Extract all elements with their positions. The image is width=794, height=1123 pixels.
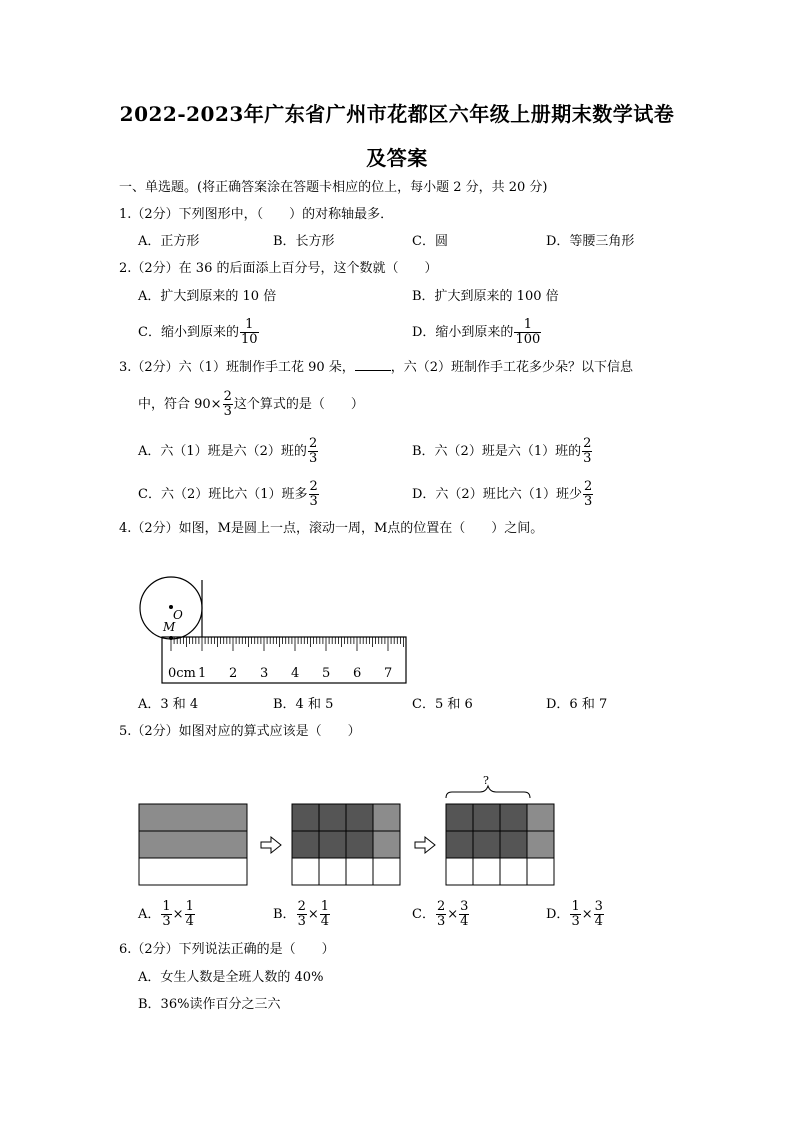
q4-option-d: D．6 和 7 [546, 697, 608, 712]
grid-cell [473, 804, 500, 831]
grid-cell [446, 804, 473, 831]
q3-stem: 3.（2分）六（1）班制作手工花 90 朵， ，六（2）班制作手工花多少朵？以下信息 [119, 360, 634, 375]
grid-cell [500, 804, 527, 831]
q1-stem: 1.（2分）下列图形中，（ ）的对称轴最多． [119, 207, 394, 222]
grid-cell [319, 804, 346, 831]
q4-option-a: A．3 和 4 [138, 697, 199, 712]
grid-cell [292, 858, 319, 885]
grid-cell [500, 858, 527, 885]
grid-cell [292, 804, 319, 831]
ruler-ticks [171, 637, 404, 651]
q2-option-d-text: D．缩小到原来的 [412, 325, 514, 340]
grid-cell [373, 831, 400, 858]
right-arrow-icon [261, 837, 281, 853]
q4-option-c: C．5 和 6 [412, 697, 473, 712]
right-arrow-icon [415, 837, 435, 853]
ruler-label: 3 [260, 666, 269, 681]
fraction: $\frac{2}{3}$ [308, 436, 318, 466]
fraction: $\frac{2}{3}$ [309, 479, 318, 509]
q3-option-b: B．六（2）班是六（1）班的 $\frac{2}{3}$ [412, 436, 592, 466]
grid-cell [446, 831, 473, 858]
q1-option-c: C．圆 [412, 234, 448, 249]
ruler-label: 7 [384, 666, 393, 681]
panel2-grid [292, 804, 400, 885]
grid-cell [446, 858, 473, 885]
fraction: $\frac{2}{3}$ [297, 899, 306, 929]
ruler-label: 5 [322, 666, 331, 681]
q3-stem-line2: 中，符合 90× $\frac{2}{3}$ 这个算式的是（ ） [138, 389, 364, 419]
grid-cell [527, 858, 554, 885]
ruler-label: 6 [353, 666, 362, 681]
grid-cell [527, 831, 554, 858]
q6-option-a: A．女生人数是全班人数的 40% [138, 970, 324, 985]
grid-cell [319, 858, 346, 885]
grid-cell [319, 831, 346, 858]
q2-option-d [412, 318, 542, 347]
grid-cell [373, 804, 400, 831]
panel3-grid [446, 804, 554, 885]
fraction: $\frac{1}{3}$ [571, 899, 580, 929]
q4-stem: 4.（2分）如图，M是圆上一点，滚动一周，M点的位置在（ ）之间。 [119, 521, 544, 536]
q3-option-d: D．六（2）班比六（1）班少 $\frac{2}{3}$ [412, 479, 593, 509]
answer-blank [355, 358, 391, 371]
grid-cell [473, 831, 500, 858]
q6-stem: 6.（2分）下列说法正确的是（ ） [119, 942, 335, 957]
circle-ruler-figure [130, 570, 420, 690]
section-heading: 一、单选题。(将正确答案涂在答题卡相应的位上，每小题 2 分，共 20 分) [119, 180, 548, 195]
fraction: $\frac{2}{3}$ [583, 479, 593, 509]
doc-title-line2: 及答案 [366, 146, 428, 170]
q2-option-c [138, 318, 260, 347]
ruler-label: 1 [198, 666, 207, 681]
q1-option-b: B．长方形 [273, 234, 335, 249]
grid-cell [500, 831, 527, 858]
ruler-label: 0cm [168, 666, 196, 681]
brace [446, 786, 530, 798]
fraction: $\frac{1}{4}$ [320, 899, 330, 929]
ruler-label: 2 [229, 666, 238, 681]
label-o: O [173, 608, 183, 622]
q5-option-d: D． $\frac{1}{3}$ × $\frac{3}{4}$ [546, 899, 603, 929]
grid-cell [373, 858, 400, 885]
q1-option-a: A．正方形 [138, 234, 200, 249]
q4-option-b: B．4 和 5 [273, 697, 334, 712]
fraction: $\frac{1}{3}$ [162, 899, 171, 929]
panel1-row1 [139, 804, 247, 831]
fraction: $\frac{1}{100}$ [515, 317, 541, 347]
grid-cell [346, 804, 373, 831]
q6-option-b: B．36%读作百分之三六 [138, 997, 281, 1012]
q1-option-d: D．等腰三角形 [546, 234, 635, 249]
q5-option-a: A． $\frac{1}{3}$ × $\frac{1}{4}$ [138, 899, 194, 929]
q5-stem: 5.（2分）如图对应的算式应该是（ ） [119, 724, 361, 739]
ruler-label: 4 [291, 666, 300, 681]
q2-option-c-text: C．缩小到原来的 [138, 325, 239, 340]
question-mark: ? [483, 774, 489, 787]
ruler-labels [168, 666, 392, 681]
grid-cell [473, 858, 500, 885]
fraction: $\frac{3}{4}$ [594, 899, 603, 929]
fraction: $\frac{2}{3}$ [583, 436, 592, 466]
panel1-row3 [139, 858, 247, 885]
grid-cell [346, 831, 373, 858]
grid-cell [346, 858, 373, 885]
fraction: $\frac{3}{4}$ [460, 899, 469, 929]
doc-title-line1: 2022-2023年广东省广州市花都区六年级上册期末数学试卷 [119, 102, 675, 126]
fraction-area-figure [130, 772, 570, 890]
fraction: $\frac{2}{3}$ [436, 899, 446, 929]
label-m: M [163, 620, 176, 634]
q2-option-b: B．扩大到原来的 100 倍 [412, 289, 559, 304]
q5-option-c: C． $\frac{2}{3}$ × $\frac{3}{4}$ [412, 899, 469, 929]
q3-option-a: A．六（1）班是六（2）班的 $\frac{2}{3}$ [138, 436, 318, 466]
fraction: $\frac{1}{10}$ [240, 317, 258, 347]
panel1-row2 [139, 831, 247, 858]
q5-option-b: B． $\frac{2}{3}$ × $\frac{1}{4}$ [273, 899, 330, 929]
grid-cell [527, 804, 554, 831]
grid-cell [292, 831, 319, 858]
q2-stem: 2.（2分）在 36 的后面添上百分号，这个数就（ ） [119, 261, 438, 276]
fraction: $\frac{1}{4}$ [185, 899, 194, 929]
q2-option-a: A．扩大到原来的 10 倍 [138, 289, 277, 304]
fraction: $\frac{2}{3}$ [223, 389, 232, 419]
q3-option-c: C．六（2）班比六（1）班多 $\frac{2}{3}$ [138, 479, 318, 509]
